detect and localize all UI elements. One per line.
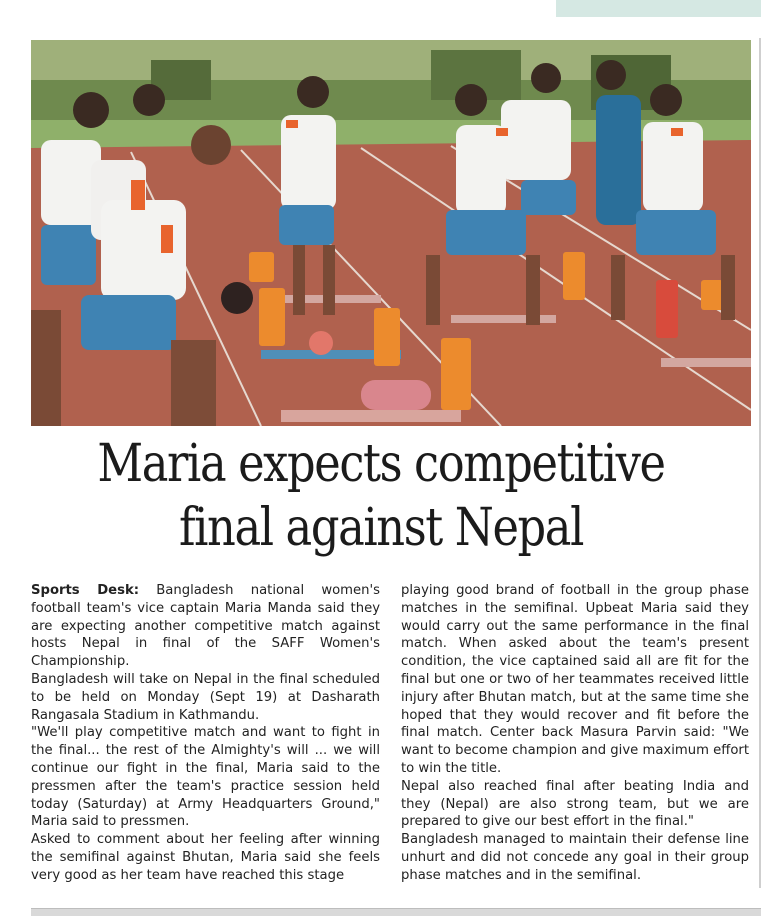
paragraph-1-text: Bangladesh national women's football team's vice captain Maria Manda said they are expecting another competitive match against hosts Nepal in final of the SAFF Women's Championship. [31,583,381,670]
article-headline [77,432,684,560]
paragraph-2: Bangladesh will take on Nepal in the final scheduled to be held on Monday (Sept 19) at Dasharath Rangasala Stadium in Kathmandu. [31,671,380,723]
paragraph-7: Bangladesh managed to maintain their defense line unhurt and did not concede any goal in their group phase matches and in the semifinal. [401,832,749,883]
article-photo [31,40,751,426]
headline-line-1: Maria expects competitive [97,434,665,494]
article-column-left [31,582,380,885]
article-column-right [401,582,749,885]
sports-desk-kicker: Sports Desk: [31,583,140,598]
paragraph-1 [31,582,380,671]
team-training-photo-icon [31,40,751,426]
paragraph-4: Asked to comment about her feeling after winning the semifinal against Bhutan, Maria said she feels very good as her team have reached this stage [31,832,380,883]
top-header-tab [556,0,761,17]
paragraph-3: "We'll play competitive match and want to fight in the final... the rest of the Almighty's will ... we will continue our fight in the final, Maria said to the pressmen after the team's practice session held today (Saturday) at Army Headquarters Ground," Maria said to pressmen. [31,725,380,830]
headline-line-2: final against Nepal [178,498,584,558]
paragraph-6: Nepal also reached final after beating India and they (Nepal) are also strong team, but we are prepared to give our best effort in the final." [401,778,749,830]
paragraph-5: playing good brand of football in the group phase matches in the semifinal. Upbeat Maria said they would carry out the same performance in the final match. When asked about the team's present condition, the vice captained said all are fit for the final but one or two of her teammates received little injury after Bhutan match, but at the same time she hoped that they would recover and fit before the final match. Center back Masura Parvin said: "We want to become champion and give maximum effort to win the title. [401,583,749,776]
